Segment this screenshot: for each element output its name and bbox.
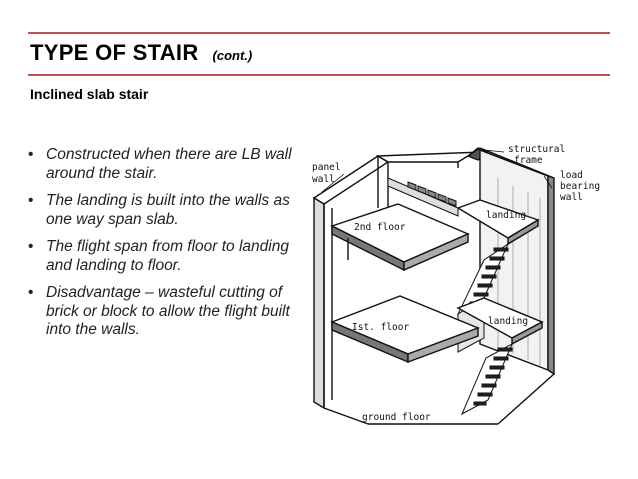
panel-wall-label-1: panel — [312, 162, 341, 173]
upper-landing-label: landing — [486, 210, 527, 221]
bullet-item — [28, 192, 300, 229]
load-bearing-wall-label-3: wall — [560, 192, 583, 203]
structural-frame-label-2: frame — [514, 155, 543, 166]
panel-wall-drawing — [314, 156, 388, 408]
title-bottom-rule — [28, 74, 610, 76]
load-bearing-wall-label-2: bearing — [560, 181, 601, 192]
panel-wall-label-2: wall — [312, 174, 335, 185]
bullet-text: Disadvantage – wasteful cutting of brick or block to allow the flight built into the walls. — [46, 284, 290, 338]
page-title — [30, 40, 252, 66]
bullet-dot-icon: • — [28, 284, 34, 301]
bullet-item — [28, 284, 300, 340]
bullet-list — [28, 146, 300, 349]
section-subtitle: Inclined slab stair — [30, 86, 149, 102]
bullet-dot-icon: • — [28, 146, 34, 163]
bullet-text: Constructed when there are LB wall around the stair. — [46, 146, 292, 182]
title-top-rule — [28, 32, 610, 34]
bullet-item — [28, 238, 300, 275]
ground-floor-label: ground floor — [362, 412, 431, 423]
title-main: TYPE OF STAIR — [30, 40, 199, 65]
lower-landing-label: landing — [488, 316, 529, 327]
bullet-dot-icon: • — [28, 238, 34, 255]
ground-floor-drawing — [324, 374, 554, 424]
second-floor-slab-drawing — [332, 204, 468, 270]
second-floor-label: 2nd floor — [354, 222, 406, 233]
bullet-text: The landing is built into the walls as one way span slab. — [46, 192, 290, 228]
load-bearing-wall-label-1: load — [560, 170, 583, 181]
bullet-dot-icon: • — [28, 192, 34, 209]
bullet-item — [28, 146, 300, 183]
lower-flight-drawing — [462, 344, 512, 414]
first-floor-label: Ist. floor — [352, 322, 410, 333]
bullet-text: The flight span from floor to landing and landing to floor. — [46, 238, 289, 274]
structural-frame-label-1: structural — [508, 144, 566, 155]
stair-diagram — [308, 138, 618, 434]
title-suffix: (cont.) — [212, 48, 253, 63]
